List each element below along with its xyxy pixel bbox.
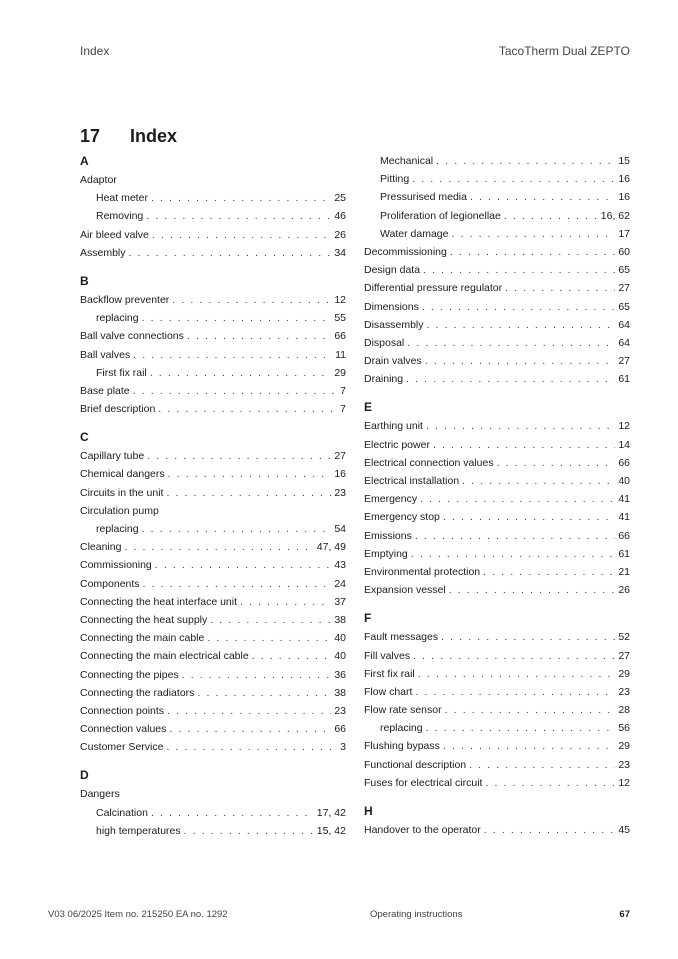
index-term: Flow chart bbox=[364, 685, 413, 698]
index-term: Flushing bypass bbox=[364, 740, 440, 753]
index-entry bbox=[364, 508, 630, 526]
index-term: Connecting the main electrical cable bbox=[80, 650, 249, 663]
running-header-left: Index bbox=[80, 44, 110, 58]
index-page-reference: 12 bbox=[618, 420, 630, 433]
index-page-reference: 27 bbox=[618, 282, 630, 295]
index-letter-heading: H bbox=[364, 804, 373, 818]
dot-leader bbox=[411, 545, 616, 563]
dot-leader bbox=[146, 207, 331, 225]
footer-page-number: 67 bbox=[619, 909, 630, 920]
index-entry bbox=[80, 465, 346, 483]
index-entry bbox=[364, 472, 630, 490]
index-entry bbox=[80, 447, 346, 465]
index-entry bbox=[364, 454, 630, 472]
dot-leader bbox=[483, 563, 615, 581]
dot-leader bbox=[497, 454, 616, 472]
index-term: Connecting the main cable bbox=[80, 632, 205, 645]
dot-leader bbox=[504, 207, 598, 225]
dot-leader bbox=[151, 189, 331, 207]
index-page-reference: 46 bbox=[334, 210, 346, 223]
index-entry bbox=[364, 243, 630, 261]
index-subentry bbox=[364, 170, 630, 188]
index-entry bbox=[364, 527, 630, 545]
dot-leader bbox=[166, 738, 337, 756]
index-page-reference: 40 bbox=[334, 650, 346, 663]
index-page-reference: 65 bbox=[618, 300, 630, 313]
index-term: Flow rate sensor bbox=[364, 704, 442, 717]
dot-leader bbox=[182, 666, 332, 684]
dot-leader bbox=[425, 352, 616, 370]
dot-leader bbox=[450, 243, 615, 261]
dot-leader bbox=[252, 647, 332, 665]
index-entry bbox=[80, 684, 346, 702]
index-term: Design data bbox=[364, 264, 421, 277]
index-page-reference: 16 bbox=[618, 173, 630, 186]
index-term: Disposal bbox=[364, 336, 405, 349]
index-page-reference: 45 bbox=[618, 824, 630, 836]
index-term: Fault messages bbox=[364, 631, 439, 644]
index-page-reference: 12 bbox=[334, 293, 346, 306]
index-term: Proliferation of legionellae bbox=[380, 209, 501, 222]
index-letter-heading: C bbox=[80, 430, 89, 445]
index-entry bbox=[364, 490, 630, 508]
index-page-reference: 27 bbox=[618, 355, 630, 368]
index-page-reference: 29 bbox=[618, 667, 630, 680]
dot-leader bbox=[449, 581, 616, 599]
index-entry bbox=[80, 327, 346, 345]
index-entry bbox=[364, 279, 630, 297]
dot-leader bbox=[445, 701, 616, 719]
dot-leader bbox=[168, 465, 332, 483]
index-page-reference: 61 bbox=[618, 373, 630, 386]
dot-leader bbox=[451, 225, 615, 243]
index-term: Emissions bbox=[364, 529, 412, 542]
index-page-reference: 3 bbox=[340, 741, 346, 754]
dot-leader bbox=[169, 720, 331, 738]
index-page-reference: 55 bbox=[334, 312, 346, 325]
index-page-reference: 65 bbox=[618, 264, 630, 277]
index-entry bbox=[364, 370, 630, 388]
index-page-reference: 16, 62 bbox=[600, 209, 630, 222]
index-term: Chemical dangers bbox=[80, 468, 165, 481]
index-term: replacing bbox=[380, 722, 423, 735]
index-page-reference: 16 bbox=[334, 468, 346, 481]
index-page-reference: 37 bbox=[334, 595, 346, 608]
index-term: Differential pressure regulator bbox=[364, 282, 503, 295]
index-page-reference: 27 bbox=[334, 450, 346, 463]
dot-leader bbox=[462, 472, 615, 490]
dot-leader bbox=[470, 188, 615, 206]
index-entry bbox=[364, 352, 630, 370]
dot-leader bbox=[150, 364, 332, 382]
section-title bbox=[80, 126, 177, 147]
dot-leader bbox=[485, 774, 615, 792]
index-page-reference: 27 bbox=[618, 649, 630, 662]
index-entry bbox=[364, 261, 630, 279]
dot-leader bbox=[129, 244, 332, 262]
index-term: Backflow preventer bbox=[80, 293, 170, 306]
index-page-reference: 64 bbox=[618, 318, 630, 331]
index-entry bbox=[80, 593, 346, 611]
index-entry bbox=[364, 821, 630, 839]
index-term: replacing bbox=[96, 523, 139, 535]
index-letter-heading: B bbox=[80, 273, 89, 288]
index-page-reference: 60 bbox=[618, 245, 630, 258]
index-page-reference: 38 bbox=[334, 686, 346, 699]
dot-leader bbox=[152, 226, 331, 244]
index-page-reference: 66 bbox=[334, 723, 346, 736]
dot-leader bbox=[427, 316, 616, 334]
index-term: Handover to the operator bbox=[364, 824, 481, 836]
index-term: Base plate bbox=[80, 384, 130, 397]
index-term: Disassembly bbox=[364, 318, 424, 331]
index-entry bbox=[80, 611, 346, 629]
index-entry bbox=[364, 683, 630, 701]
dot-leader bbox=[423, 261, 615, 279]
index-entry bbox=[364, 756, 630, 774]
index-term: Commissioning bbox=[80, 559, 152, 572]
index-page-reference: 23 bbox=[618, 758, 630, 771]
dot-leader bbox=[426, 719, 616, 737]
index-entry bbox=[80, 556, 346, 574]
index-term: replacing bbox=[96, 312, 139, 325]
index-page-reference: 52 bbox=[618, 631, 630, 644]
index-term: Expansion vessel bbox=[364, 584, 446, 597]
dot-leader bbox=[505, 279, 615, 297]
dot-leader bbox=[142, 309, 332, 327]
index-page-reference: 23 bbox=[334, 486, 346, 499]
dot-leader bbox=[406, 370, 615, 388]
index-term: Emergency bbox=[364, 493, 418, 506]
index-page-reference: 26 bbox=[618, 584, 630, 597]
dot-leader bbox=[197, 684, 331, 702]
dot-leader bbox=[143, 575, 332, 593]
dot-leader bbox=[469, 756, 615, 774]
dot-leader bbox=[172, 291, 331, 309]
index-entry bbox=[364, 298, 630, 316]
dot-leader bbox=[142, 520, 332, 538]
index-entry bbox=[364, 774, 630, 792]
index-page-reference: 15 bbox=[618, 155, 630, 167]
index-term: Fill valves bbox=[364, 649, 411, 662]
index-entry bbox=[80, 738, 346, 756]
index-letter-heading: F bbox=[364, 611, 372, 626]
index-term: Cleaning bbox=[80, 541, 122, 554]
index-term: Draining bbox=[364, 373, 404, 386]
index-page-reference: 23 bbox=[618, 685, 630, 698]
index-page-reference: 41 bbox=[618, 511, 630, 524]
section-title-text: Index bbox=[130, 126, 178, 146]
index-page-reference: 16 bbox=[618, 191, 630, 204]
index-term: Environmental protection bbox=[364, 565, 481, 578]
index-page-reference: 17, 42 bbox=[316, 806, 346, 819]
index-page-reference: 7 bbox=[340, 384, 346, 397]
dot-leader bbox=[210, 611, 331, 629]
index-entry bbox=[80, 538, 346, 556]
index-term: Assembly bbox=[80, 246, 126, 259]
index-page-reference: 38 bbox=[334, 613, 346, 626]
dot-leader bbox=[133, 382, 338, 400]
index-term: Brief description bbox=[80, 403, 156, 416]
index-term: Ball valves bbox=[80, 348, 131, 361]
dot-leader bbox=[436, 152, 615, 170]
index-entry bbox=[80, 720, 346, 738]
index-page-reference: 56 bbox=[618, 722, 630, 735]
dot-leader bbox=[433, 436, 615, 454]
index-page-reference: 36 bbox=[334, 668, 346, 681]
index-term: Connection points bbox=[80, 704, 165, 717]
index-term: Connecting the radiators bbox=[80, 686, 195, 699]
dot-leader bbox=[407, 334, 615, 352]
index-subentry bbox=[364, 719, 630, 737]
index-page-reference: 11 bbox=[335, 348, 346, 361]
index-term: Heat meter bbox=[96, 192, 148, 205]
index-page-reference: 40 bbox=[334, 632, 346, 645]
index-entry bbox=[80, 400, 346, 418]
index-page-reference: 66 bbox=[334, 330, 346, 343]
dot-leader bbox=[167, 702, 331, 720]
dot-leader bbox=[187, 327, 331, 345]
index-subentry bbox=[364, 152, 630, 170]
index-entry bbox=[80, 382, 346, 400]
index-term: Connecting the heat supply bbox=[80, 613, 208, 626]
index-subentry bbox=[80, 520, 346, 538]
dot-leader bbox=[443, 508, 615, 526]
index-page-reference: 64 bbox=[618, 336, 630, 349]
index-term: Removing bbox=[96, 210, 144, 223]
index-term: First fix rail bbox=[96, 366, 147, 379]
index-subentry bbox=[364, 225, 630, 243]
dot-leader bbox=[426, 417, 615, 435]
footer-document-type: Operating instructions bbox=[370, 909, 463, 920]
index-page-reference: 34 bbox=[334, 246, 346, 259]
dot-leader bbox=[147, 447, 331, 465]
index-page-reference: 41 bbox=[618, 493, 630, 506]
index-term: Earthing unit bbox=[364, 420, 423, 433]
index-subentry bbox=[364, 188, 630, 206]
index-page-reference: 23 bbox=[334, 704, 346, 717]
index-term: Fuses for electrical circuit bbox=[364, 776, 483, 789]
index-subentry bbox=[80, 309, 346, 327]
index-entry bbox=[80, 346, 346, 364]
index-entry bbox=[80, 647, 346, 665]
index-term: Circuits in the unit bbox=[80, 486, 164, 499]
section-number: 17 bbox=[80, 126, 101, 146]
index-term: Pitting bbox=[380, 173, 410, 186]
dot-leader bbox=[415, 683, 615, 701]
dot-leader bbox=[155, 556, 332, 574]
index-page-reference: 26 bbox=[334, 228, 346, 241]
index-term: Decommissioning bbox=[364, 245, 447, 258]
index-page-reference: 17 bbox=[618, 227, 630, 240]
index-term: Electrical installation bbox=[364, 475, 460, 487]
dot-leader bbox=[207, 629, 331, 647]
index-entry bbox=[364, 737, 630, 755]
index-page-reference: 66 bbox=[618, 529, 630, 542]
index-page-reference: 61 bbox=[618, 547, 630, 560]
dot-leader bbox=[415, 527, 615, 545]
index-entry bbox=[364, 417, 630, 435]
index-term: Dimensions bbox=[364, 300, 419, 313]
index-entry bbox=[364, 665, 630, 683]
index-subentry bbox=[80, 189, 346, 207]
index-entry bbox=[364, 701, 630, 719]
index-page-reference: 12 bbox=[618, 776, 630, 789]
index-entry bbox=[364, 563, 630, 581]
index-subentry bbox=[80, 364, 346, 382]
index-entry bbox=[364, 628, 630, 646]
index-entry bbox=[80, 244, 346, 262]
dot-leader bbox=[418, 665, 616, 683]
dot-leader bbox=[240, 593, 331, 611]
index-entry bbox=[364, 647, 630, 665]
index-term: Emergency stop bbox=[364, 511, 440, 524]
index-term: Electric power bbox=[364, 438, 430, 451]
index-page-reference: 47, 49 bbox=[316, 541, 346, 554]
index-term: Connecting the pipes bbox=[80, 668, 179, 681]
index-entry bbox=[364, 545, 630, 563]
running-header-right: TacoTherm Dual ZEPTO bbox=[498, 44, 630, 58]
dot-leader bbox=[420, 490, 615, 508]
index-entry bbox=[80, 629, 346, 647]
dot-leader bbox=[124, 538, 313, 556]
index-page-reference: 24 bbox=[334, 577, 346, 590]
index-term: Emptying bbox=[364, 547, 408, 560]
index-term: Ball valve connections bbox=[80, 330, 184, 343]
index-entry bbox=[364, 581, 630, 599]
index-term: Customer Service bbox=[80, 741, 164, 754]
index-subentry bbox=[80, 822, 346, 840]
index-term: First fix rail bbox=[364, 667, 415, 680]
dot-leader bbox=[151, 804, 314, 822]
index-page-reference: 29 bbox=[618, 740, 630, 753]
dot-leader bbox=[166, 484, 331, 502]
index-page-reference: 28 bbox=[618, 704, 630, 717]
index-term: Calcination bbox=[96, 806, 148, 819]
index-column-left bbox=[80, 152, 346, 840]
dot-leader bbox=[158, 400, 337, 418]
dot-leader bbox=[443, 737, 615, 755]
index-term: Connecting the heat interface unit bbox=[80, 595, 238, 608]
index-term: Air bleed valve bbox=[80, 228, 149, 241]
index-entry bbox=[364, 316, 630, 334]
index-group-term: Circulation pump bbox=[80, 504, 159, 517]
dot-leader bbox=[133, 346, 332, 364]
index-page-reference: 7 bbox=[340, 403, 346, 416]
dot-leader bbox=[422, 298, 615, 316]
index-entry bbox=[80, 575, 346, 593]
index-page-reference: 14 bbox=[618, 438, 630, 451]
index-page-reference: 66 bbox=[618, 456, 630, 469]
index-page-reference: 54 bbox=[334, 523, 346, 535]
index-entry bbox=[80, 226, 346, 244]
index-term: Electrical connection values bbox=[364, 456, 494, 469]
index-page-reference: 21 bbox=[618, 565, 630, 578]
index-term: Connection values bbox=[80, 723, 167, 736]
index-subentry bbox=[80, 804, 346, 822]
index-subentry bbox=[364, 207, 630, 225]
index-entry bbox=[364, 436, 630, 454]
index-page-reference: 15, 42 bbox=[316, 824, 346, 837]
index-term: Mechanical bbox=[380, 155, 434, 167]
index-term: Drain valves bbox=[364, 355, 422, 368]
index-term: Capillary tube bbox=[80, 450, 145, 463]
index-term: Components bbox=[80, 577, 140, 590]
dot-leader bbox=[441, 628, 615, 646]
index-letter-heading: A bbox=[80, 154, 89, 168]
index-page-reference: 25 bbox=[334, 192, 346, 205]
index-entry bbox=[80, 666, 346, 684]
dot-leader bbox=[412, 170, 615, 188]
index-subentry bbox=[80, 207, 346, 225]
index-term: high temperatures bbox=[96, 824, 181, 837]
index-term: Functional description bbox=[364, 758, 467, 771]
dot-leader bbox=[484, 821, 616, 839]
footer-document-info: V03 06/2025 Item no. 215250 EA no. 1292 bbox=[48, 909, 228, 920]
dot-leader bbox=[184, 822, 314, 840]
index-entry bbox=[364, 334, 630, 352]
index-entry bbox=[80, 291, 346, 309]
index-term: Water damage bbox=[380, 227, 449, 240]
dot-leader bbox=[413, 647, 615, 665]
index-letter-heading: E bbox=[364, 400, 373, 415]
index-page-reference: 40 bbox=[618, 475, 630, 487]
index-page-reference: 29 bbox=[334, 366, 346, 379]
index-term: Pressurised media bbox=[380, 191, 467, 204]
index-group-term: Adaptor bbox=[80, 174, 117, 186]
index-entry bbox=[80, 702, 346, 720]
index-entry bbox=[80, 484, 346, 502]
index-letter-heading: D bbox=[80, 768, 89, 783]
index-page-reference: 43 bbox=[334, 559, 346, 572]
index-column-right bbox=[364, 152, 630, 839]
index-group-term: Dangers bbox=[80, 788, 120, 801]
